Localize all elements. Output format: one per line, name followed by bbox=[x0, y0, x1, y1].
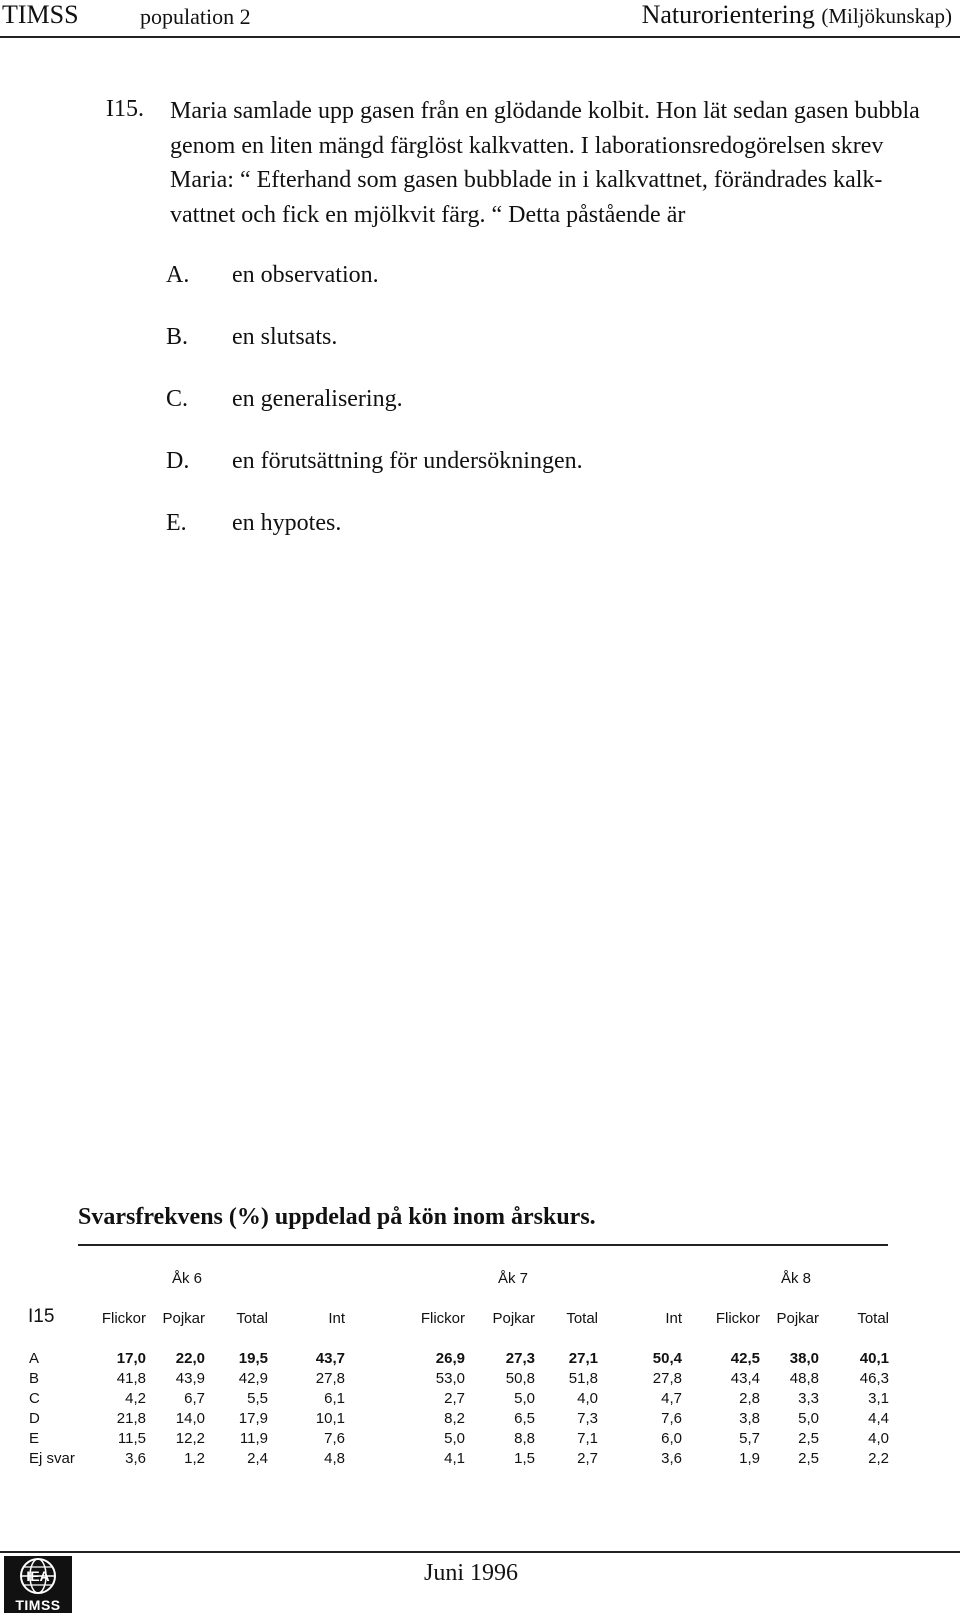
iea-globe-icon bbox=[4, 1556, 72, 1594]
table-cell: 12,2 bbox=[175, 1430, 205, 1447]
table-cell: 2,5 bbox=[798, 1430, 819, 1447]
table-cell: 3,8 bbox=[739, 1410, 760, 1427]
option-letter: E. bbox=[166, 510, 187, 536]
table-cell: 14,0 bbox=[175, 1410, 205, 1427]
table-cell: 42,5 bbox=[730, 1350, 760, 1367]
question-number: I15. bbox=[106, 96, 144, 122]
logo-mark: IEA bbox=[26, 1568, 50, 1584]
table-row-label: D bbox=[29, 1410, 40, 1427]
table-title: Svarsfrekvens (%) uppdelad på kön inom årskurs. bbox=[78, 1204, 596, 1230]
grade-group-header: Åk 7 bbox=[498, 1270, 529, 1287]
table-cell: 2,4 bbox=[247, 1450, 268, 1467]
table-cell: 11,9 bbox=[239, 1430, 268, 1447]
question-text bbox=[170, 94, 940, 232]
table-cell: 53,0 bbox=[435, 1370, 465, 1387]
column-header: Total bbox=[236, 1310, 268, 1327]
footer-date: Juni 1996 bbox=[424, 1560, 519, 1586]
table-cell: 4,7 bbox=[661, 1390, 682, 1407]
table-cell: 5,0 bbox=[444, 1430, 465, 1447]
question-line: vattnet och fick en mjölkvit färg. “ Detta påstående är bbox=[170, 201, 686, 228]
table-row-label: E bbox=[29, 1430, 40, 1447]
table-cell: 27,3 bbox=[505, 1350, 535, 1367]
column-header: Flickor bbox=[420, 1310, 465, 1327]
option-text: en förutsättning för undersökningen. bbox=[232, 448, 583, 474]
table-cell: 43,4 bbox=[730, 1370, 760, 1387]
logo-text: TIMSS bbox=[15, 1597, 61, 1613]
table-cell: 2,8 bbox=[739, 1390, 760, 1407]
table-cell: 2,2 bbox=[868, 1450, 889, 1467]
table-cell: 26,9 bbox=[435, 1350, 465, 1367]
option-text: en observation. bbox=[232, 262, 379, 288]
footer-divider bbox=[0, 1551, 960, 1553]
table-cell: 2,7 bbox=[444, 1390, 465, 1407]
header-population: population 2 bbox=[140, 4, 251, 29]
table-cell: 8,2 bbox=[444, 1410, 465, 1427]
table-cell: 1,2 bbox=[184, 1450, 205, 1467]
table-cell: 27,8 bbox=[315, 1370, 345, 1387]
grade-group-header: Åk 6 bbox=[172, 1270, 203, 1287]
table-row-label: C bbox=[29, 1390, 40, 1407]
table-cell: 21,8 bbox=[116, 1410, 146, 1427]
header-subject bbox=[642, 0, 952, 30]
table-cell: 3,6 bbox=[661, 1450, 682, 1467]
table-cell: 17,9 bbox=[238, 1410, 268, 1427]
question-line: Maria: “ Efterhand som gasen bubblade in i kalkvattnet, förändrades kalk- bbox=[170, 167, 883, 193]
table-cell: 3,1 bbox=[868, 1390, 889, 1407]
table-cell: 7,6 bbox=[661, 1410, 682, 1427]
table-cell: 10,1 bbox=[315, 1410, 345, 1427]
table-cell: 38,0 bbox=[789, 1350, 819, 1367]
table-cell: 4,2 bbox=[125, 1390, 146, 1407]
column-header: Pojkar bbox=[492, 1310, 535, 1327]
option-text: en generalisering. bbox=[232, 386, 403, 412]
table-cell: 5,5 bbox=[247, 1390, 268, 1407]
item-label: I15 bbox=[28, 1306, 55, 1327]
option-letter: D. bbox=[166, 448, 190, 474]
table-cell: 27,1 bbox=[568, 1350, 598, 1367]
column-header: Pojkar bbox=[776, 1310, 819, 1327]
table-row-label: Ej svar bbox=[29, 1450, 75, 1467]
table-cell: 50,8 bbox=[505, 1370, 535, 1387]
table-cell: 43,7 bbox=[315, 1350, 345, 1367]
table-cell: 6,1 bbox=[324, 1390, 345, 1407]
table-cell: 51,8 bbox=[568, 1370, 598, 1387]
table-cell: 1,5 bbox=[514, 1450, 535, 1467]
table-cell: 11,5 bbox=[117, 1430, 146, 1447]
column-header: Int bbox=[665, 1310, 682, 1327]
table-cell: 40,1 bbox=[859, 1350, 889, 1367]
header-divider bbox=[0, 36, 960, 38]
table-cell: 5,0 bbox=[514, 1390, 535, 1407]
table-cell: 4,0 bbox=[868, 1430, 889, 1447]
option-letter: B. bbox=[166, 324, 189, 350]
header-subject-sub: (Miljökunskap) bbox=[821, 4, 952, 28]
table-cell: 50,4 bbox=[652, 1350, 682, 1367]
table-cell: 4,0 bbox=[577, 1390, 598, 1407]
table-cell: 7,6 bbox=[324, 1430, 345, 1447]
table-row-label: B bbox=[29, 1370, 40, 1387]
column-header: Pojkar bbox=[162, 1310, 205, 1327]
table-cell: 4,4 bbox=[868, 1410, 889, 1427]
table-cell: 17,0 bbox=[116, 1350, 146, 1367]
option-letter: C. bbox=[166, 386, 189, 412]
table-cell: 6,5 bbox=[514, 1410, 535, 1427]
column-header: Total bbox=[857, 1310, 889, 1327]
header-subject-title: Naturorientering bbox=[641, 0, 815, 29]
table-cell: 43,9 bbox=[175, 1370, 205, 1387]
column-header: Total bbox=[566, 1310, 598, 1327]
header-title: TIMSS bbox=[2, 0, 79, 29]
table-cell: 3,6 bbox=[125, 1450, 146, 1467]
table-cell: 5,7 bbox=[739, 1430, 760, 1447]
table-cell: 27,8 bbox=[652, 1370, 682, 1387]
table-divider bbox=[78, 1244, 888, 1246]
table-cell: 8,8 bbox=[514, 1430, 535, 1447]
question-line: Maria samlade upp gasen från en glödande kolbit. Hon lät sedan gasen bubbla bbox=[170, 98, 920, 124]
grade-group-header: Åk 8 bbox=[781, 1270, 812, 1287]
table-cell: 1,9 bbox=[739, 1450, 760, 1467]
table-cell: 22,0 bbox=[175, 1350, 205, 1367]
table-cell: 6,7 bbox=[184, 1390, 205, 1407]
table-cell: 7,3 bbox=[577, 1410, 598, 1427]
table-cell: 19,5 bbox=[238, 1350, 268, 1367]
table-cell: 4,1 bbox=[444, 1450, 465, 1467]
option-letter: A. bbox=[166, 262, 190, 288]
table-cell: 42,9 bbox=[238, 1370, 268, 1387]
table-row-label: A bbox=[29, 1350, 40, 1367]
question-line: genom en liten mängd färglöst kalkvatten. I laborationsredogörelsen skrev bbox=[170, 132, 884, 159]
table-cell: 41,8 bbox=[116, 1370, 146, 1387]
column-header: Int bbox=[328, 1310, 345, 1327]
table-cell: 7,1 bbox=[577, 1430, 598, 1447]
option-text: en slutsats. bbox=[232, 324, 338, 350]
column-header: Flickor bbox=[101, 1310, 146, 1327]
table-cell: 3,3 bbox=[798, 1390, 819, 1407]
table-cell: 2,7 bbox=[577, 1450, 598, 1467]
table-cell: 6,0 bbox=[661, 1430, 682, 1447]
table-cell: 5,0 bbox=[798, 1410, 819, 1427]
table-cell: 4,8 bbox=[324, 1450, 345, 1467]
table-cell: 48,8 bbox=[789, 1370, 819, 1387]
table-cell: 46,3 bbox=[859, 1370, 889, 1387]
option-text: en hypotes. bbox=[232, 510, 342, 536]
timss-logo bbox=[4, 1556, 72, 1613]
column-header: Flickor bbox=[715, 1310, 760, 1327]
table-cell: 2,5 bbox=[798, 1450, 819, 1467]
